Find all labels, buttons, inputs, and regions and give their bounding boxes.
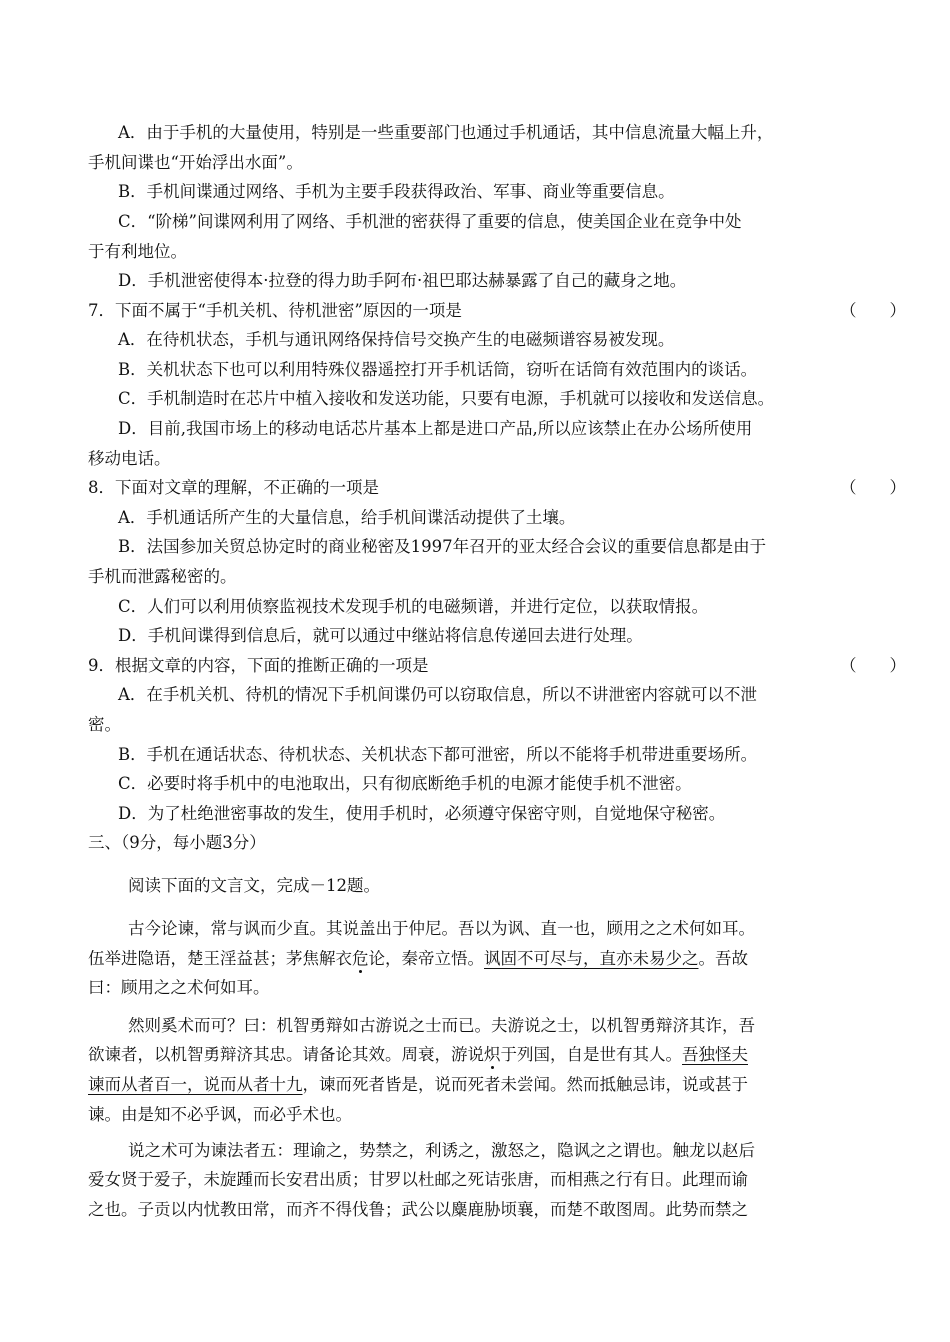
- text-run: 伍举进隐语，楚王淫益甚；茅焦解衣: [88, 949, 352, 968]
- q7-answer-blank: （ ）: [840, 301, 906, 320]
- q9-stem-text: 9．根据文章的内容，下面的推断正确的一项是: [88, 656, 429, 675]
- q8-option-c: C．人们可以利用侦察监视技术发现手机的电磁频谱，并进行定位，以获取情报。: [118, 597, 709, 616]
- section-heading: 三、（9分，每小题3分）: [88, 833, 266, 852]
- q6-option-d: D．手机泄密使得本·拉登的得力助手阿布·祖巴耶达赫暴露了自己的藏身之地。: [118, 271, 687, 290]
- underlined-sentence: 谏而从者百一，说而从者十九: [88, 1075, 303, 1094]
- q8-option-a: A．手机通话所产生的大量信息，给手机间谍活动提供了土壤。: [118, 508, 576, 527]
- passage-p2-line2: [88, 1040, 868, 1070]
- q7-stem: [88, 296, 906, 326]
- emphasis-dot-char: 危: [352, 949, 369, 968]
- underlined-sentence: 讽固不可尽与，直亦未易少之: [484, 949, 699, 968]
- q9-answer-blank: （ ）: [840, 656, 906, 675]
- q7-stem-text: 7．下面不属于“手机关机、待机泄密”原因的一项是: [88, 301, 462, 320]
- section-instruction: 阅读下面的文言文，完成－12题。: [128, 876, 380, 895]
- passage-p1-line1: 古今论谏，常与讽而少直。其说盖出于仲尼。吾以为讽、直一也，顾用之之术何如耳。: [128, 919, 755, 938]
- q7-option-d-cont: 移动电话。: [88, 449, 171, 468]
- text-run: 于列国，自是世有其人。: [500, 1045, 682, 1064]
- text-run: ，谏而死者皆是，说而死者未尝闻。然而抵触忌讳，说或甚于: [302, 1075, 748, 1094]
- emphasis-dot-char: 炽: [484, 1045, 501, 1064]
- passage-p2-line3: [88, 1070, 868, 1100]
- text-run: 欲谏者，以机智勇辩济其忠。请备论其效。周衰，游说: [88, 1045, 484, 1064]
- passage-p2-line1: 然则奚术而可？曰：机智勇辩如古游说之士而已。夫游说之士，以机智勇辩济其诈，吾: [128, 1016, 755, 1035]
- passage-p3-line1: 说之术可为谏法者五：理谕之，势禁之，利诱之，激怒之，隐讽之之谓也。触龙以赵后: [128, 1141, 755, 1160]
- passage-p3-line3: 之也。子贡以内忧教田常，而齐不得伐鲁；武公以麋鹿胁顷襄，而楚不敢图周。此势而禁之: [88, 1200, 748, 1219]
- q9-option-c: C．必要时将手机中的电池取出，只有彻底断绝手机的电源才能使手机不泄密。: [118, 774, 692, 793]
- q9-option-d: D．为了杜绝泄密事故的发生，使用手机时，必须遵守保密守则，自觉地保守秘密。: [118, 804, 726, 823]
- text-run: 论，秦帝立悟。: [368, 949, 484, 968]
- passage-p1-line2: [88, 944, 868, 974]
- underlined-sentence: 吾独怪夫: [682, 1045, 748, 1064]
- text-run: 。吾故: [698, 949, 748, 968]
- q6-option-a-cont: 手机间谍也“开始浮出水面”。: [88, 153, 303, 172]
- q6-option-a: A．由于手机的大量使用，特别是一些重要部门也通过手机通话，其中信息流量大幅上升，: [118, 123, 774, 142]
- q8-option-b: B．法国参加关贸总协定时的商业秘密及1997年召开的亚太经合会议的重要信息都是由于: [118, 537, 767, 556]
- q8-stem: [88, 473, 906, 503]
- q9-option-a-cont: 密。: [88, 715, 121, 734]
- q8-stem-text: 8．下面对文章的理解，不正确的一项是: [88, 478, 379, 497]
- passage-p2-line4: 谏。由是知不必乎讽，而必乎术也。: [88, 1105, 352, 1124]
- q7-option-a: A．在待机状态，手机与通讯网络保持信号交换产生的电磁频谱容易被发现。: [118, 330, 675, 349]
- q8-option-d: D．手机间谍得到信息后，就可以通过中继站将信息传递回去进行处理。: [118, 626, 643, 645]
- q9-option-b: B．手机在通话状态、待机状态、关机状态下都可泄密，所以不能将手机带进重要场所。: [118, 745, 758, 764]
- q6-option-b: B．手机间谍通过网络、手机为主要手段获得政治、军事、商业等重要信息。: [118, 182, 675, 201]
- q6-option-c: C．“阶梯”间谍网利用了网络、手机泄的密获得了重要的信息，使美国企业在竞争中处: [118, 212, 742, 231]
- q9-stem: [88, 651, 906, 681]
- q7-option-b: B．关机状态下也可以利用特殊仪器遥控打开手机话筒，窃听在话筒有效范围内的谈话。: [118, 360, 758, 379]
- q7-option-c: C．手机制造时在芯片中植入接收和发送功能，只要有电源，手机就可以接收和发送信息。: [118, 389, 775, 408]
- q8-answer-blank: （ ）: [840, 478, 906, 497]
- passage-p3-line2: 爱女贤于爱子，未旋踵而长安君出质；甘罗以杜邮之死诘张唐，而相燕之行有日。此理而谕: [88, 1170, 748, 1189]
- q7-option-d: D．目前,我国市场上的移动电话芯片基本上都是进口产品,所以应该禁止在办公场所使用: [118, 419, 753, 438]
- passage-p1-line3: 曰：顾用之之术何如耳。: [88, 978, 270, 997]
- q8-option-b-cont: 手机而泄露秘密的。: [88, 567, 237, 586]
- q6-option-c-cont: 于有利地位。: [88, 242, 187, 261]
- q9-option-a: A．在手机关机、待机的情况下手机间谍仍可以窃取信息，所以不讲泄密内容就可以不泄: [118, 685, 757, 704]
